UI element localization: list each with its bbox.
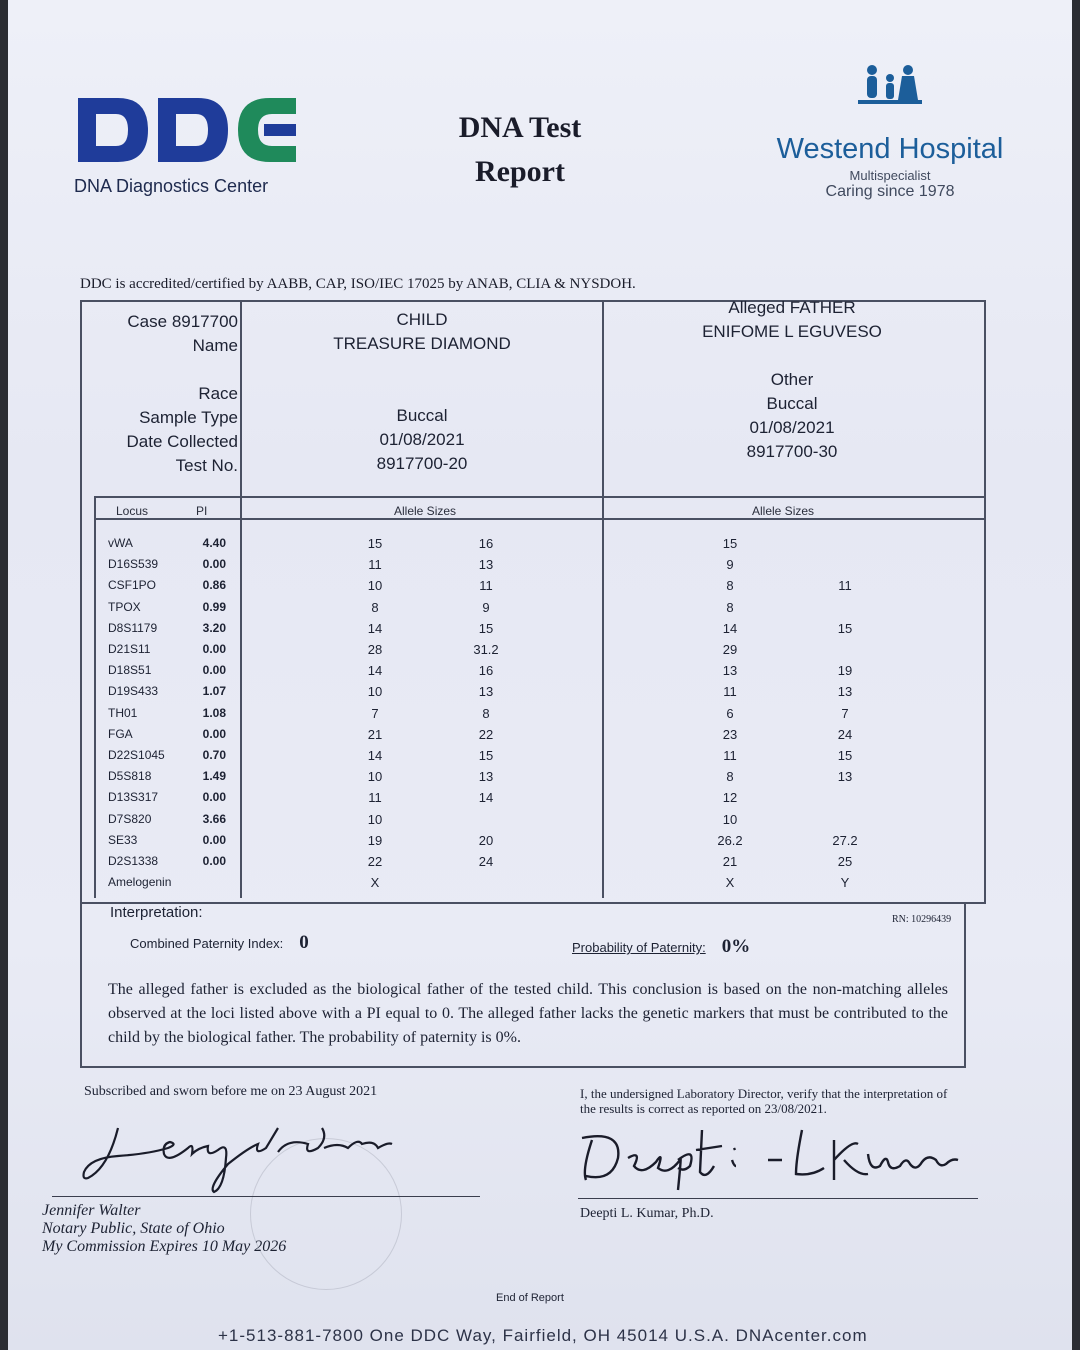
locus-cell: D16S539 xyxy=(108,557,159,572)
father-allele-1: 9 xyxy=(726,557,734,573)
father-allele-1: 11 xyxy=(723,684,737,700)
child-allele-2: 14 xyxy=(478,790,494,806)
child-allele-2: 15 xyxy=(478,620,494,636)
locus-cell: TH01 xyxy=(108,705,138,720)
table-row xyxy=(0,536,1080,557)
table-row xyxy=(0,621,1080,642)
pi-cell: 0.00 xyxy=(202,854,226,868)
child-test-no: 8917700-20 xyxy=(376,454,468,473)
child-allele-2: 13 xyxy=(478,557,494,573)
notary-name: Jennifer Walter xyxy=(42,1202,141,1219)
child-allele-1: 14 xyxy=(367,620,383,636)
case-number: Case 8917700 xyxy=(127,312,238,331)
child-allele-1: 22 xyxy=(367,854,383,869)
father-allele-1: 15 xyxy=(722,536,738,551)
father-allele-2: 25 xyxy=(837,854,853,869)
locus-cell: D7S820 xyxy=(108,811,152,826)
locus-cell: D21S11 xyxy=(108,642,151,656)
pi-cell: 0.00 xyxy=(202,726,226,741)
father-allele-2: 27.2 xyxy=(832,832,858,848)
child-allele-1: 14 xyxy=(367,748,383,763)
pi-cell: 3.66 xyxy=(202,811,226,826)
director-signature-line xyxy=(578,1198,978,1199)
child-allele-1: 28 xyxy=(367,642,383,657)
locus-cell: D13S317 xyxy=(108,790,159,805)
father-allele-2: 13 xyxy=(837,684,853,700)
child-allele-1: 14 xyxy=(367,663,383,679)
child-allele-1: 10 xyxy=(367,684,383,700)
father-info xyxy=(612,296,972,464)
locus-header: Locus xyxy=(116,504,149,518)
notary-signature xyxy=(78,1108,398,1198)
pop-label: Probability of Paternity: xyxy=(572,940,706,955)
child-allele-2: 9 xyxy=(482,599,490,615)
child-allele-1: 10 xyxy=(367,769,383,785)
father-allele-1: 11 xyxy=(723,748,737,763)
table-row xyxy=(0,854,1080,875)
pi-cell: 0.00 xyxy=(202,790,226,805)
child-allele-1: 7 xyxy=(371,705,379,721)
pi-header: PI xyxy=(196,504,208,518)
notary-block xyxy=(42,1202,286,1256)
father-allele-2: 19 xyxy=(837,663,853,679)
pi-cell: 0.70 xyxy=(202,748,226,762)
hospital-logo xyxy=(760,60,1020,201)
notary-expiry: My Commission Expires 10 May 2026 xyxy=(42,1238,287,1255)
date-collected-label: Date Collected xyxy=(126,432,238,451)
child-allele-2: 24 xyxy=(478,854,494,869)
table-row xyxy=(0,875,1080,896)
child-info xyxy=(250,308,594,476)
father-allele-1: 12 xyxy=(722,790,738,806)
father-allele-2: Y xyxy=(840,875,850,891)
pi-cell: 3.20 xyxy=(202,620,226,635)
locus-cell: D5S818 xyxy=(108,769,152,784)
father-date-collected: 01/08/2021 xyxy=(749,418,835,437)
table-row xyxy=(0,748,1080,769)
director-signature xyxy=(572,1110,962,1200)
locus-cell: Amelogenin xyxy=(108,875,172,890)
child-allele-1: 19 xyxy=(367,832,383,848)
probability-of-paternity xyxy=(572,936,750,958)
hospital-name: Westend Hospital xyxy=(776,133,1004,165)
table-row xyxy=(0,600,1080,621)
child-date-collected: 01/08/2021 xyxy=(379,430,465,449)
child-allele-1: 11 xyxy=(368,790,382,806)
father-sample-type: Buccal xyxy=(766,394,818,413)
report-title-line2: Report xyxy=(475,155,565,188)
pi-cell: 0.00 xyxy=(202,642,226,656)
pi-cell: 1.07 xyxy=(202,684,226,699)
child-allele-1: 8 xyxy=(371,599,379,615)
table-row xyxy=(0,557,1080,578)
father-allele-1: 23 xyxy=(722,726,738,742)
report-title xyxy=(420,106,620,194)
child-allele-2: 22 xyxy=(478,726,494,742)
case-labels xyxy=(92,310,238,478)
father-allele-1: 21 xyxy=(722,854,738,869)
table-row xyxy=(0,684,1080,705)
ddc-logo xyxy=(70,90,310,170)
notary-signature-line xyxy=(52,1196,480,1197)
father-allele-1: X xyxy=(725,875,735,891)
father-allele-1: 8 xyxy=(726,599,734,615)
pi-cell: 4.40 xyxy=(202,536,226,550)
table-row xyxy=(0,578,1080,599)
father-allele-1: 14 xyxy=(722,620,738,636)
ddc-subtitle: DNA Diagnostics Center xyxy=(74,176,269,196)
father-race: Other xyxy=(770,370,814,389)
father-allele-2: 15 xyxy=(837,620,853,636)
child-allele-2: 11 xyxy=(479,578,493,594)
father-allele-1: 13 xyxy=(722,663,738,679)
table-row xyxy=(0,706,1080,727)
report-title-line1: DNA Test xyxy=(458,111,582,144)
child-allele-2: 15 xyxy=(478,748,494,763)
child-allele-2: 8 xyxy=(482,705,490,721)
table-row xyxy=(0,663,1080,684)
child-allele-1: 11 xyxy=(368,557,382,573)
father-allele-1: 6 xyxy=(726,705,734,721)
combined-paternity-index xyxy=(130,932,309,954)
sworn-statement: Subscribed and sworn before me on 23 August 2021 xyxy=(84,1084,378,1099)
child-allele-2: 13 xyxy=(478,684,494,700)
pi-cell: 1.49 xyxy=(202,769,226,784)
child-allele-1: X xyxy=(370,875,380,891)
family-icon xyxy=(850,60,930,124)
child-role: CHILD xyxy=(396,310,448,329)
locus-cell: SE33 xyxy=(108,832,138,847)
father-allele-1: 10 xyxy=(722,811,738,827)
test-no-label: Test No. xyxy=(175,456,238,475)
name-label: Name xyxy=(192,336,238,355)
cpi-value: 0 xyxy=(299,932,309,953)
interpretation-label: Interpretation: xyxy=(110,904,203,921)
father-allele-header: Allele Sizes xyxy=(752,504,815,518)
notary-title: Notary Public, State of Ohio xyxy=(42,1220,225,1237)
father-allele-1: 26.2 xyxy=(717,832,743,848)
footer-contact: +1-513-881-7800 One DDC Way, Fairfield, OH 45014 U.S.A. DNAcenter.com xyxy=(218,1326,868,1345)
pop-value: 0% xyxy=(721,936,751,957)
father-allele-2: 13 xyxy=(837,769,853,785)
pi-cell: 0.00 xyxy=(202,663,226,678)
end-of-report: End of Report xyxy=(496,1292,564,1304)
locus-cell: TPOX xyxy=(108,599,141,614)
race-label: Race xyxy=(198,384,238,403)
sample-type-label: Sample Type xyxy=(139,408,238,427)
child-allele-1: 21 xyxy=(367,726,383,742)
table-row xyxy=(0,790,1080,811)
locus-cell: vWA xyxy=(108,536,133,550)
table-row xyxy=(0,769,1080,790)
child-allele-1: 10 xyxy=(367,578,383,594)
locus-cell: CSF1PO xyxy=(108,578,157,593)
father-name: ENIFOME L EGUVESO xyxy=(702,322,882,341)
child-allele-1: 10 xyxy=(367,811,383,827)
locus-cell: D8S1179 xyxy=(108,620,158,635)
divider-colheaders xyxy=(94,518,984,520)
pi-cell: 0.00 xyxy=(202,832,226,847)
father-allele-2: 24 xyxy=(837,726,853,742)
pi-cell: 1.08 xyxy=(202,705,226,720)
child-allele-2: 13 xyxy=(478,769,494,785)
conclusion-text: The alleged father is excluded as the biological father of the tested child. This conclusion is based on the non-matching alleles observed at the loci listed above with a PI equal to 0. The alleged father lacks the genetic markers that must be contributed to the child by the biological father. The probability of paternity is 0%. xyxy=(108,981,948,1046)
rn-number: RN: 10296439 xyxy=(892,914,952,925)
child-sample-type: Buccal xyxy=(396,406,448,425)
child-allele-2: 16 xyxy=(478,663,494,679)
locus-cell: D18S51 xyxy=(108,663,152,678)
father-allele-1: 29 xyxy=(722,642,738,657)
child-allele-1: 15 xyxy=(367,536,383,551)
locus-cell: FGA xyxy=(108,726,133,741)
table-row xyxy=(0,727,1080,748)
father-role: Alleged FATHER xyxy=(728,298,856,317)
pi-cell: 0.00 xyxy=(202,557,226,572)
child-name: TREASURE DIAMOND xyxy=(333,334,511,353)
child-allele-2: 31.2 xyxy=(473,642,499,657)
father-allele-2: 7 xyxy=(841,705,849,721)
director-verification: I, the undersigned Laboratory Director, verify that the interpretation of the results is correct as reported on 23/08/2021. xyxy=(580,1086,948,1116)
father-test-no: 8917700-30 xyxy=(746,442,838,461)
father-allele-1: 8 xyxy=(726,769,734,785)
father-allele-2: 15 xyxy=(837,748,853,763)
locus-cell: D19S433 xyxy=(108,684,159,699)
locus-cell: D2S1338 xyxy=(108,854,159,868)
child-allele-2: 20 xyxy=(478,832,494,848)
table-row xyxy=(0,812,1080,833)
child-allele-2: 16 xyxy=(478,536,494,551)
divider-header xyxy=(94,496,984,498)
hospital-subtitle: Multispecialist xyxy=(849,168,931,183)
hospital-tagline: Caring since 1978 xyxy=(825,183,955,200)
pi-cell: 0.86 xyxy=(202,578,226,593)
father-allele-2: 11 xyxy=(838,578,852,594)
director-name: Deepti L. Kumar, Ph.D. xyxy=(580,1206,714,1221)
table-row xyxy=(0,642,1080,663)
pi-cell: 0.99 xyxy=(202,599,226,614)
father-allele-1: 8 xyxy=(726,578,734,594)
accreditation-note: DDC is accredited/certified by AABB, CAP, ISO/IEC 17025 by ANAB, CLIA & NYSDOH. xyxy=(80,276,636,292)
child-allele-header: Allele Sizes xyxy=(394,504,457,518)
locus-cell: D22S1045 xyxy=(108,748,165,762)
cpi-label: Combined Paternity Index: xyxy=(130,936,284,951)
table-row xyxy=(0,833,1080,854)
